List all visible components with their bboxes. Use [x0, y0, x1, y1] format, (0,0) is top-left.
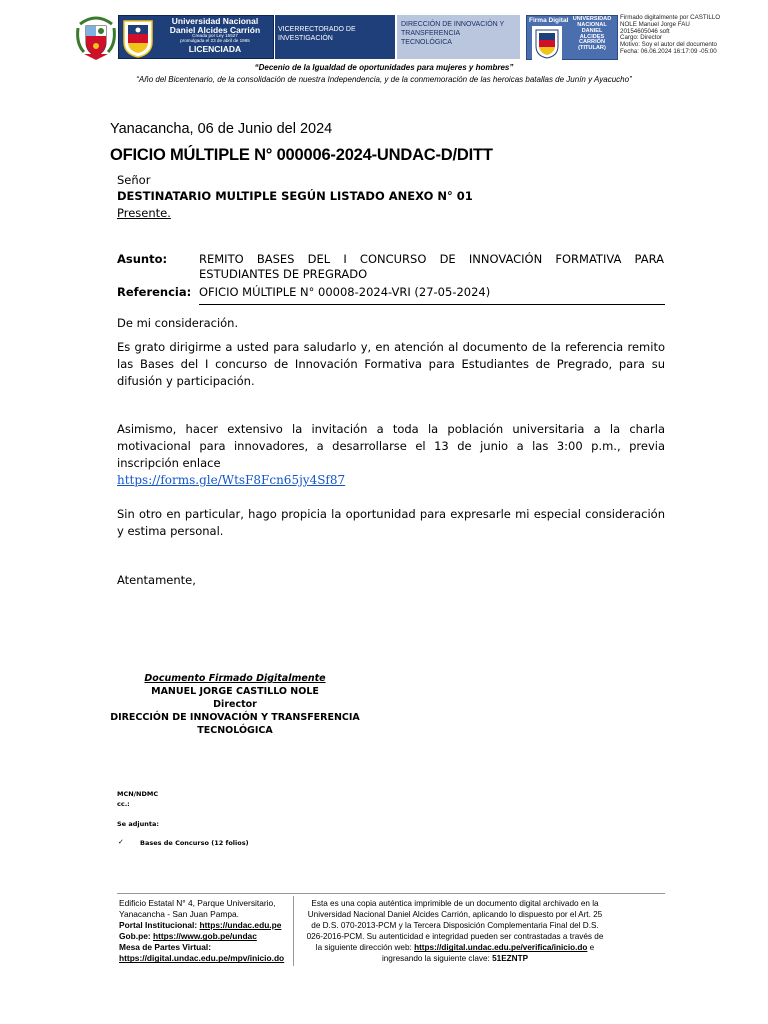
footer-address-line1: Edificio Estatal N° 4, Parque Universitario,: [119, 898, 276, 908]
referencia-value: OFICIO MÚLTIPLE N° 00008-2024-VRI (27-05-2024): [199, 285, 491, 299]
university-creation-law: Creada por Ley 15527: [192, 33, 238, 39]
footer-address-line2: Yanacancha - San Juan Pampa.: [119, 909, 239, 920]
signature-meta-line4: Cargo: Director: [620, 34, 662, 42]
verification-key: 51EZNTP: [492, 954, 529, 964]
signature-meta-line5: Motivo: Soy el autor del documento: [620, 41, 717, 49]
stamp-name-line1: UNIVERSIDAD: [572, 16, 612, 22]
notice-line3: de D.S. 070-2013-PCM y la Tercera Disposición Complementaria Final del D.S.: [311, 921, 599, 931]
verify-link[interactable]: https://digital.undac.edu.pe/verifica/inicio.do: [414, 943, 588, 953]
stamp-name-line4: ALCIDES: [579, 33, 605, 40]
footer-contact: [119, 898, 291, 965]
portal-link[interactable]: https://undac.edu.pe: [199, 920, 282, 931]
registration-link[interactable]: https://forms.gle/WtsF8Fcn65jy4Sf87: [117, 473, 346, 487]
footer-authenticity-notice: [296, 898, 614, 965]
vicerrectorado-banner: [275, 15, 395, 59]
stamp-name-line5: CARRIÓN: [578, 39, 606, 46]
notice-line2: Universidad Nacional Daniel Alcides Carrión, aplicando lo dispuesto por el Art. 25: [307, 910, 603, 920]
year-motto: “Año del Bicentenario, de la consolidación de nuestra Independencia, y de la conmemoración de las heroicas batallas de Junín y Ayacucho”: [136, 75, 632, 84]
university-banner: [118, 15, 274, 59]
signature-meta-line2: NOLE Manuel Jorge FAU: [620, 20, 690, 28]
notice-line1: Esta es una copia auténtica imprimible de un documento digital archivado en la: [311, 899, 599, 908]
vicerrectorado-line1: VICERRECTORADO DE: [278, 26, 356, 33]
vicerrectorado-line2: INVESTIGACIÓN: [278, 34, 333, 42]
gob-label: Gob.pe:: [119, 931, 151, 942]
city-date: Yanacancha, 06 de Junio del 2024: [110, 121, 333, 137]
notice-line5: [296, 942, 614, 953]
decenio-motto: “Decenio de la Igualdad de oportunidades para mujeres y hombres”: [254, 63, 514, 72]
footer-mesa: [119, 942, 291, 953]
attachment-label: Se adjunta:: [117, 820, 159, 828]
asunto-value: REMITO BASES DEL I CONCURSO DE INNOVACIÓN FORMATIVA PARA ESTUDIANTES DE PREGRADO: [199, 252, 664, 281]
direccion-line1: DIRECCIÓN DE INNOVACIÓN Y: [401, 21, 505, 28]
reference-divider: [199, 304, 665, 305]
footer-vertical-divider: [293, 896, 294, 966]
footer-divider: [117, 893, 665, 894]
notice-key-prefix: ingresando la siguiente clave:: [381, 954, 490, 964]
portal-label: Portal Institucional:: [119, 920, 198, 931]
referencia-label: Referencia:: [117, 285, 192, 299]
direccion-line2: TRANSFERENCIA: [401, 30, 461, 38]
paragraph-3: Sin otro en particular, hago propicia la oportunidad para expresarle mi especial consideración y estima personal.: [117, 507, 665, 538]
university-name-line2: Daniel Alcides Carrión: [169, 24, 261, 35]
footer-portal: [119, 920, 291, 931]
mesa-label: Mesa de Partes Virtual:: [119, 942, 212, 953]
cc-label: cc.:: [117, 800, 130, 808]
greeting: De mi consideración.: [117, 316, 239, 330]
signer-role: Director: [213, 699, 257, 710]
notice-line4: 026-2016-PCM. Su autenticidad e integridad pueden ser contrastadas a través de: [306, 932, 604, 942]
stamp-name-line2: NACIONAL: [577, 21, 607, 28]
signer-name: MANUEL JORGE CASTILLO NOLE: [151, 686, 319, 697]
initials: MCN/NDMC: [117, 790, 159, 798]
oficio-number: OFICIO MÚLTIPLE N° 000006-2024-UNDAC-D/DITT: [110, 146, 493, 164]
checkmark-icon: ✓: [118, 838, 124, 846]
presente: Presente.: [117, 206, 171, 220]
signer-office-line2: TECNOLÓGICA: [197, 725, 273, 736]
notice-web-suffix: e: [589, 943, 595, 953]
mesa-link[interactable]: https://digital.undac.edu.pe/mpv/inicio.do: [119, 953, 285, 964]
signature-doc-label: Documento Firmado Digitalmente: [144, 673, 326, 684]
signature-meta-line3: 20154605046 soft: [620, 27, 670, 35]
footer-mesa-url-row: [119, 953, 291, 964]
salutation: Señor: [117, 173, 151, 187]
undac-logo-icon: [121, 18, 155, 58]
closing: Atentamente,: [117, 573, 196, 587]
paragraph-1: Es grato dirigirme a usted para saludarlo y, en atención al documento de la referencia remito las Bases del I concurso de Innovación Formativa para Estudiantes de Pregrado, para su difusión y participación.: [117, 340, 665, 388]
university-creation-date: promulgada el 23 de abril de 1965: [180, 37, 250, 43]
asunto-label: Asunto:: [117, 252, 168, 266]
recipient: DESTINATARIO MULTIPLE SEGÚN LISTADO ANEXO N° 01: [117, 189, 473, 203]
direccion-line3: TECNOLÓGICA: [401, 39, 452, 47]
notice-line6: [296, 953, 614, 964]
undac-seal-icon: [532, 26, 562, 60]
signature-meta-line1: Firmado digitalmente por CASTILLO: [620, 14, 721, 21]
stamp-name-line3: DANIEL: [581, 27, 603, 34]
peru-coat-of-arms: [74, 14, 118, 62]
paragraph-2-text: Asimismo, hacer extensivo la invitación a toda la población universitaria a la charla motivacional para innovadores, a desarrollarse el 13 de junio a las 3:00 p.m., previa inscripción enlace: [117, 422, 665, 470]
signature-meta-line6: Fecha: 06.06.2024 16:17:09 -05:00: [620, 48, 717, 56]
signature-block: [110, 672, 360, 737]
direccion-banner: [397, 15, 520, 59]
signature-stamp-tag: Firma Digital: [529, 17, 569, 24]
attachment-item: Bases de Concurso (12 folios): [140, 839, 249, 847]
university-license-status: LICENCIADA: [188, 43, 242, 54]
signature-metadata: [620, 15, 760, 56]
gob-link[interactable]: https://www.gob.pe/undac: [152, 931, 257, 942]
digital-signature-stamp: [526, 15, 618, 60]
footer-gob: [119, 931, 291, 942]
signer-office-line1: DIRECCIÓN DE INNOVACIÓN Y TRANSFERENCIA: [110, 712, 360, 723]
paragraph-2: [117, 421, 665, 489]
university-name-line1: Universidad Nacional: [171, 16, 259, 26]
notice-web-prefix: la siguiente dirección web:: [315, 943, 412, 953]
stamp-name-line6: (TITULAR): [578, 45, 606, 52]
